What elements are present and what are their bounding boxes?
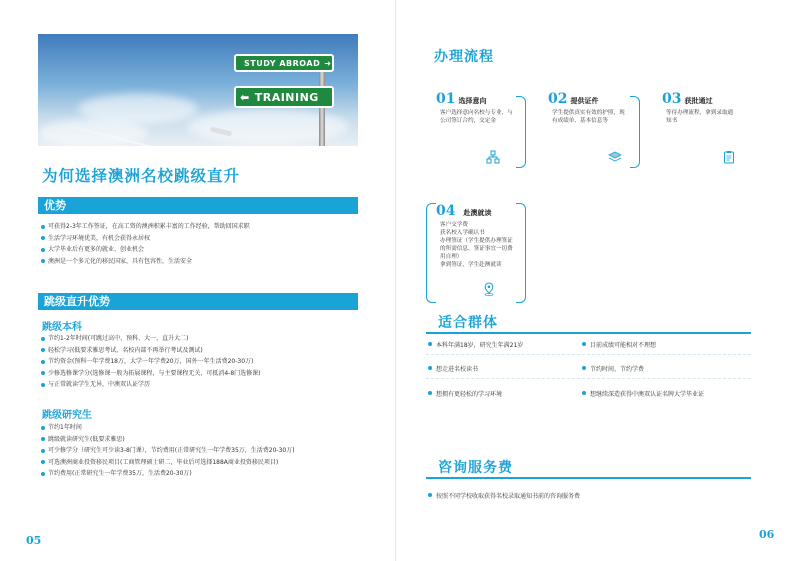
postgrad-title: 跳级研究生 bbox=[42, 410, 92, 421]
list-item: 节约1-2年时间(可跳过高中、预科、大一，直升大二) bbox=[40, 333, 260, 345]
suitable-divider bbox=[426, 332, 751, 334]
process-title: 办理流程 bbox=[434, 49, 494, 65]
list-item: 可少修学分（研究生可少读3-8门课），节约费用(正常研究生一年学费35万，生活费20-30万) bbox=[40, 445, 295, 457]
suitable-item: 本科年满18岁，研究生年满21岁 bbox=[428, 340, 523, 349]
main-title: 为何选择澳洲名校跳级直升 bbox=[42, 167, 241, 185]
list-item: 跳级就读研究生(低要求雅思) bbox=[40, 434, 295, 446]
step-desc: 客户交学费 获名校入学确认书 办理签证（学生提供办理签证的所需信息，签证事宜一切费用自理） 拿到签证，学生赴澳就读 bbox=[440, 222, 513, 268]
list-item: 节约1年时间 bbox=[40, 422, 295, 434]
suitable-item: 目前成绩可能相对不理想 bbox=[582, 340, 656, 349]
divider bbox=[426, 354, 751, 355]
flow-connector bbox=[516, 203, 526, 303]
step-title: 选择意向 bbox=[458, 97, 487, 105]
list-item: 生活学习环境优美，有机会获得永居权 bbox=[40, 233, 250, 245]
page-number: 06 bbox=[759, 528, 775, 541]
list-item: 可选澳洲商业投资移民项目(工商管理硕士研二，毕业后可选择188A商业投资移民项目) bbox=[40, 457, 295, 469]
divider bbox=[426, 378, 751, 379]
step-number: 03 bbox=[662, 91, 682, 107]
list-item: 与正常就读学生无异，中澳双认证学历 bbox=[40, 379, 260, 391]
list-item: 大学毕业后有更多的就业、创业机会 bbox=[40, 244, 250, 256]
step-number: 01 bbox=[436, 91, 456, 107]
page-number: 05 bbox=[26, 534, 42, 547]
step-title: 获批通过 bbox=[684, 97, 713, 105]
list-item: 轻松学习(低要求雅思考试、名校内部不再举行考试及测试) bbox=[40, 345, 260, 357]
list-item: 可获得2-3年工作签证，在高工资的澳洲积累丰富的工作经验，帮助回国求职 bbox=[40, 221, 250, 233]
clipboard-icon bbox=[722, 150, 736, 164]
hero-image bbox=[38, 34, 358, 146]
sign-training-text: TRAINING bbox=[254, 90, 319, 104]
list-item: 澳洲是一个多元化的移民国家，具有包容性，生活安全 bbox=[40, 256, 250, 268]
left-page bbox=[0, 0, 396, 561]
step-desc: 学生提供真实有效的护照，现有成绩单、基本信息等 bbox=[552, 110, 625, 124]
undergrad-list bbox=[40, 333, 260, 391]
sign-study-abroad-text: STUDY ABROAD bbox=[244, 58, 321, 68]
undergrad-title: 跳级本科 bbox=[42, 322, 82, 333]
flow-connector bbox=[426, 203, 436, 303]
fees-title: 咨询服务费 bbox=[438, 460, 513, 476]
advantages-list bbox=[40, 221, 250, 267]
step-number: 02 bbox=[548, 91, 568, 107]
layers-icon bbox=[608, 150, 622, 164]
suitable-item: 节约时间、节约学费 bbox=[582, 364, 644, 373]
step-title: 提供证件 bbox=[570, 97, 599, 105]
step-desc: 等待办理流程，拿到录取通知书 bbox=[666, 110, 734, 124]
list-item: 节约费用(正常研究生一年学费35万，生活费20-30万) bbox=[40, 468, 295, 480]
suitable-item: 想走进名校读书 bbox=[428, 364, 478, 373]
network-icon bbox=[486, 150, 500, 164]
location-icon bbox=[482, 282, 496, 296]
flow-connector bbox=[516, 96, 526, 168]
sign-training: ⬅ TRAINING bbox=[234, 86, 334, 108]
fees-divider bbox=[426, 477, 751, 479]
suitable-item: 想拥有更轻松的学习环境 bbox=[428, 389, 502, 398]
step-desc: 客户选择意向名校与专业，与公司签订合约，交定金 bbox=[440, 110, 513, 124]
flow-connector bbox=[630, 96, 640, 168]
suitable-item: 想继续深造获得中澳双认证名牌大学毕业证 bbox=[582, 389, 704, 398]
jump-advantages-header: 跳级直升优势 bbox=[38, 293, 358, 310]
list-item: 节约资金(预科一年学费18万，大学一年学费20万，国外一年生活费20-30万) bbox=[40, 356, 260, 368]
process-step-03 bbox=[662, 88, 767, 125]
advantages-header: 优势 bbox=[38, 197, 358, 214]
postgrad-list bbox=[40, 422, 295, 480]
step-title: 赴澳就读 bbox=[463, 209, 492, 217]
suitable-title: 适合群体 bbox=[438, 315, 498, 331]
step-number: 04 bbox=[436, 203, 456, 219]
sign-study-abroad: STUDY ABROAD ➜ bbox=[234, 54, 334, 72]
fees-item: 按照不同学校收取获得名校录取通知书前的咨询服务费 bbox=[428, 491, 580, 500]
list-item: 少修选修课学分(选修课一般为拓展课程，与主要课程无关，可抵消4-8门选修课) bbox=[40, 368, 260, 380]
